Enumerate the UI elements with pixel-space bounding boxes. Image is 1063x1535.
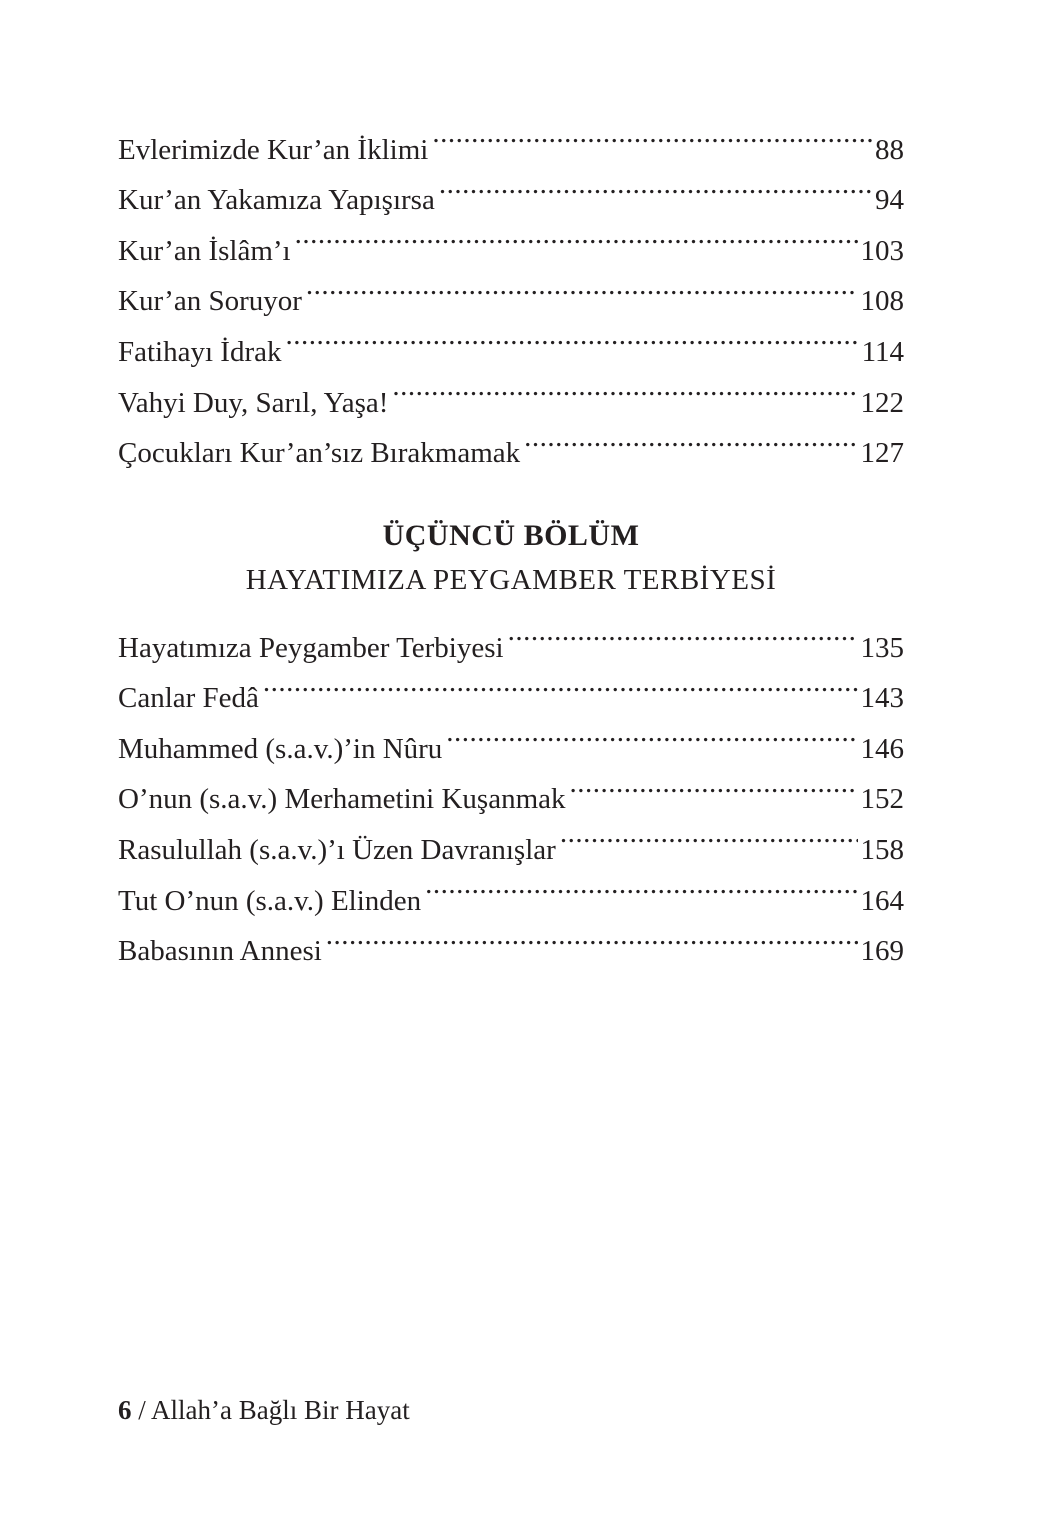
dot-leader — [508, 606, 858, 657]
toc-entry-page: 88 — [875, 133, 904, 166]
toc-list-part2 — [118, 606, 904, 968]
dot-leader — [524, 412, 857, 463]
toc-entry-page: 169 — [860, 935, 904, 968]
toc-entry-page: 103 — [860, 234, 904, 267]
toc-entry[interactable] — [118, 606, 904, 664]
toc-entry-page: 127 — [860, 437, 904, 470]
toc-entry-title: Fatihayı İdrak — [118, 335, 282, 368]
toc-entry-title: O’nun (s.a.v.) Merhametini Kuşanmak — [118, 783, 566, 816]
toc-entry-page: 94 — [875, 184, 904, 217]
toc-entry-title: Rasulullah (s.a.v.)’ı Üzen Davranışlar — [118, 833, 556, 866]
toc-entry-page: 122 — [860, 386, 904, 419]
dot-leader — [306, 260, 858, 311]
section-subtitle: HAYATIMIZA PEYGAMBER TERBİYESİ — [245, 564, 777, 596]
toc-entry-title: Kur’an İslâm’ı — [118, 234, 291, 267]
toc-list-part1 — [118, 108, 904, 470]
toc-entry-page: 152 — [860, 783, 904, 816]
footer-separator: / — [131, 1395, 152, 1425]
page-footer — [118, 1390, 410, 1430]
footer-page-number: 6 — [118, 1395, 132, 1425]
dot-leader — [285, 310, 858, 361]
toc-entry[interactable] — [118, 108, 904, 166]
toc-entry-page: 146 — [860, 732, 904, 765]
dot-leader — [446, 707, 857, 758]
dot-leader — [425, 859, 857, 910]
toc-entry-title: Babasının Annesi — [118, 935, 322, 968]
toc-entry-title: Evlerimizde Kur’an İklimi — [118, 133, 429, 166]
toc-entry-page: 164 — [860, 884, 904, 917]
toc-entry-title: Muhammed (s.a.v.)’in Nûru — [118, 732, 443, 765]
toc-entry-page: 158 — [860, 833, 904, 866]
footer-book-title: Allah’a Bağlı Bir Hayat — [151, 1395, 410, 1425]
toc-entry-title: Vahyi Duy, Sarıl, Yaşa! — [118, 386, 389, 419]
toc-entry-title: Tut O’nun (s.a.v.) Elinden — [118, 884, 422, 917]
toc-entry-page: 114 — [861, 335, 904, 368]
toc-entry-title: Kur’an Soruyor — [118, 285, 302, 318]
dot-leader — [263, 657, 858, 708]
toc-entry-page: 135 — [860, 631, 904, 664]
section-title: ÜÇÜNCÜ BÖLÜM — [382, 519, 640, 552]
toc-entry-page: 108 — [860, 285, 904, 318]
dot-leader — [295, 209, 858, 260]
toc-entry-title: Canlar Fedâ — [118, 682, 259, 715]
dot-leader — [326, 910, 858, 961]
toc-entry-title: Kur’an Yakamıza Yapışırsa — [118, 184, 435, 217]
toc-entry-title: Çocukları Kur’an’sız Bırakmamak — [118, 437, 521, 470]
dot-leader — [392, 361, 857, 412]
dot-leader — [560, 808, 858, 859]
dot-leader — [570, 758, 858, 809]
toc-entry-page: 143 — [860, 682, 904, 715]
dot-leader — [439, 159, 872, 210]
dot-leader — [432, 108, 872, 159]
toc-entry-title: Hayatımıza Peygamber Terbiyesi — [118, 631, 504, 664]
